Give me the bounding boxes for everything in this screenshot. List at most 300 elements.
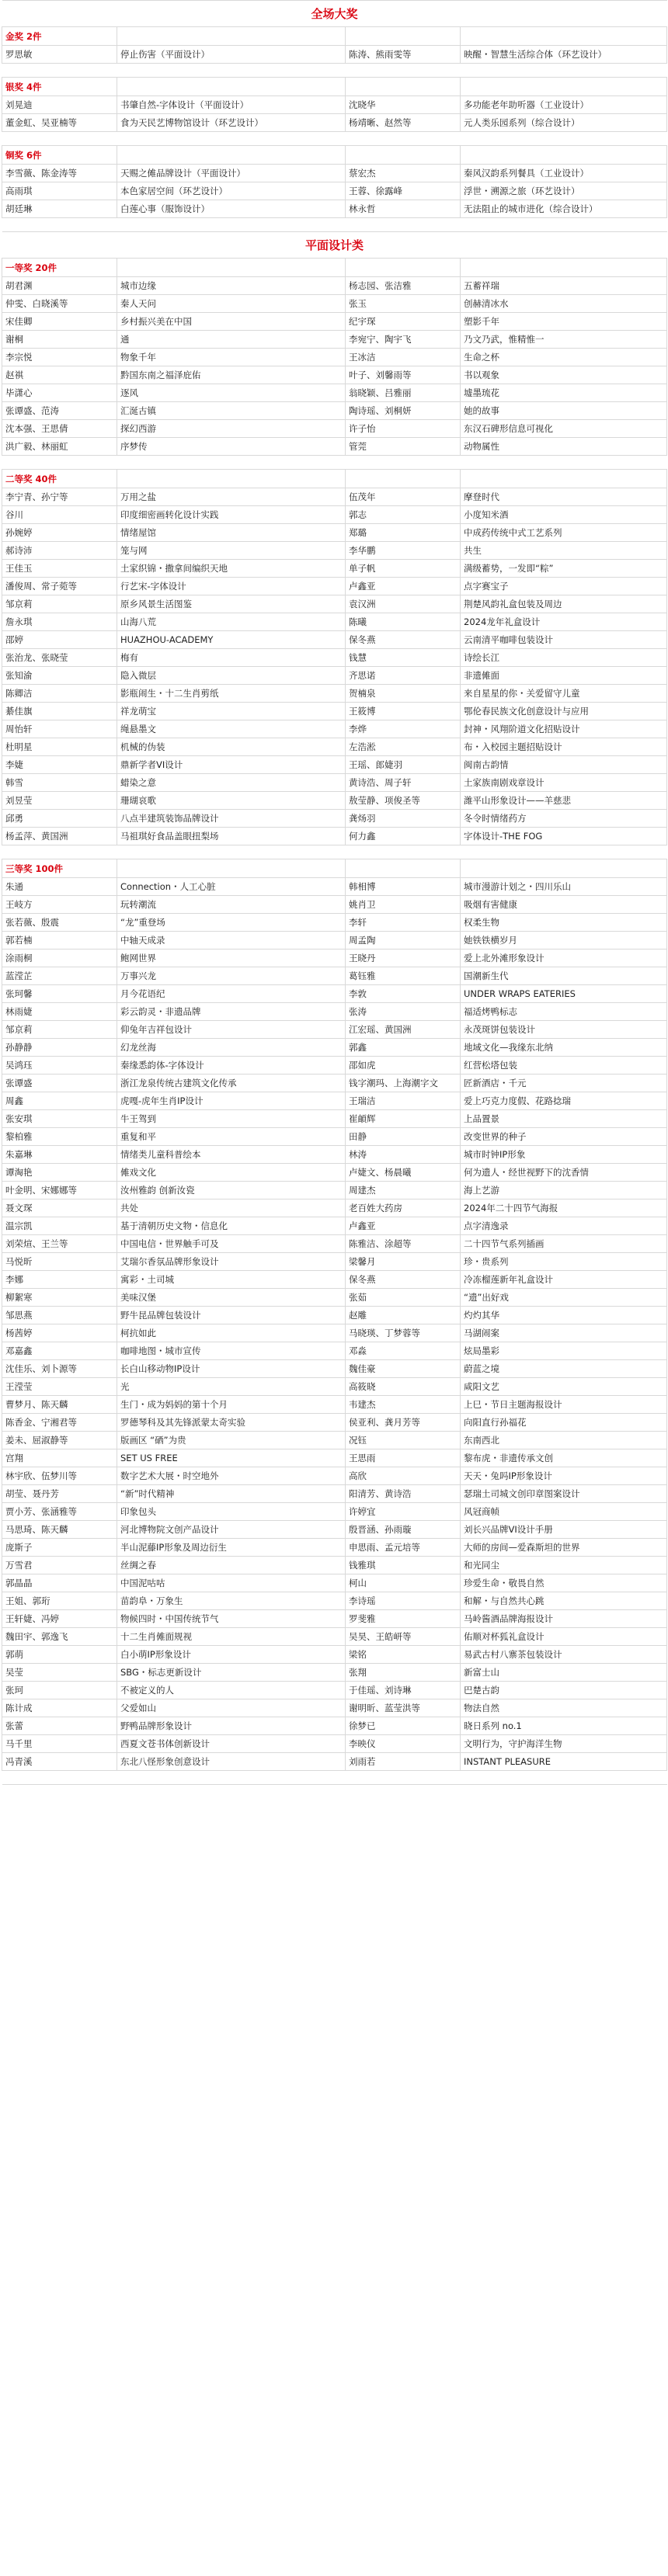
work-title: 中轴天成录	[117, 932, 346, 950]
winner-name: 徐梦已	[346, 1717, 461, 1735]
work-title: SET US FREE	[117, 1449, 346, 1467]
table-row	[2, 165, 667, 182]
work-title: 墟墨琉花	[461, 384, 667, 402]
work-title: 万事兴龙	[117, 967, 346, 985]
work-title: 珍・贵系列	[461, 1253, 667, 1271]
winner-name: 郭鑫	[346, 1039, 461, 1057]
table-row	[2, 613, 667, 631]
work-title: 中成药传统中式工艺系列	[461, 524, 667, 542]
winner-name: 罗斐雅	[346, 1610, 461, 1628]
work-title: 停止伤害（平面设计）	[117, 46, 346, 64]
winner-name: 林永哲	[346, 200, 461, 218]
section-title: 平面设计类	[2, 232, 667, 259]
winner-name: 老百姓大药房	[346, 1199, 461, 1217]
empty-cell	[346, 146, 461, 165]
work-title: 万用之盐	[117, 488, 346, 506]
winner-name: 姚肖卫	[346, 896, 461, 914]
table-row	[2, 1699, 667, 1717]
winner-name: 郭若楠	[2, 932, 117, 950]
table-row	[2, 488, 667, 506]
work-title: 东南西北	[461, 1432, 667, 1449]
work-title: 国潮新生代	[461, 967, 667, 985]
work-title: 爱上北外滩形象设计	[461, 950, 667, 967]
work-title: 晓日系列 no.1	[461, 1717, 667, 1735]
winner-name: 郭萌	[2, 1646, 117, 1664]
table-row	[2, 524, 667, 542]
winner-name: 吴莹	[2, 1664, 117, 1682]
work-title: 来自星星的你・关爱留守儿童	[461, 685, 667, 703]
work-title: 爱上巧克力度假、花路捻瑞	[461, 1092, 667, 1110]
work-title: 多功能老年助听器（工业设计）	[461, 96, 667, 114]
work-title: 城市漫游计划之・四川乐山	[461, 878, 667, 896]
winner-name: 周孟陶	[346, 932, 461, 950]
work-title: 光	[117, 1378, 346, 1396]
table-row	[2, 1646, 667, 1664]
table-row	[2, 1717, 667, 1735]
award-level-label: 二等奖 40件	[2, 470, 117, 488]
work-title: “新”时代精神	[117, 1485, 346, 1503]
winner-name: 詹永琪	[2, 613, 117, 631]
table-row	[2, 1092, 667, 1110]
table-row	[2, 438, 667, 456]
work-title: 马祖琪好食品盖眼扭梨场	[117, 828, 346, 845]
work-title: 马湖闹案	[461, 1324, 667, 1342]
work-title: 机械的伪装	[117, 738, 346, 756]
winner-name: 张若薇、殷震	[2, 914, 117, 932]
spacer-cell	[2, 456, 667, 470]
work-title: 共处	[117, 1199, 346, 1217]
table-row	[2, 1039, 667, 1057]
table-row	[2, 1753, 667, 1771]
table-row	[2, 667, 667, 685]
table-row	[2, 1003, 667, 1021]
winner-name: 罗思敏	[2, 46, 117, 64]
spacer-cell	[2, 64, 667, 78]
winner-name: 郭志	[346, 506, 461, 524]
table-row	[2, 1324, 667, 1342]
work-title: 逐风	[117, 384, 346, 402]
spacer-row	[2, 1771, 667, 1785]
table-row	[2, 506, 667, 524]
table-row	[2, 1485, 667, 1503]
table-row	[2, 896, 667, 914]
work-title: INSTANT PLEASURE	[461, 1753, 667, 1771]
winner-name: 贾小芳、张涵雅等	[2, 1503, 117, 1521]
winner-name: 韩雪	[2, 774, 117, 792]
winner-name: 左浩淞	[346, 738, 461, 756]
empty-cell	[117, 146, 346, 165]
winner-name: 马千里	[2, 1735, 117, 1753]
empty-cell	[117, 859, 346, 878]
work-title: 灼灼其华	[461, 1307, 667, 1324]
table-row	[2, 384, 667, 402]
work-title: 映醒・智慧生活综合体（环艺设计）	[461, 46, 667, 64]
work-title: 马岭酱酒品牌海报设计	[461, 1610, 667, 1628]
table-row	[2, 720, 667, 738]
work-title: 物候四时・中国传统节气	[117, 1610, 346, 1628]
spacer-cell	[2, 1771, 667, 1785]
work-title: 巴楚古韵	[461, 1682, 667, 1699]
winner-name: 王晓丹	[346, 950, 461, 967]
work-title: “龙”重登场	[117, 914, 346, 932]
winner-name: 陶诗瑶、刘桐妍	[346, 402, 461, 420]
work-title: 鄂伦春民族文化创意设计与应用	[461, 703, 667, 720]
winner-name: 邹思燕	[2, 1307, 117, 1324]
winner-name: 赵祺	[2, 366, 117, 384]
table-row	[2, 1110, 667, 1128]
work-title: 情绪类儿童科普绘本	[117, 1146, 346, 1164]
winner-name: 高筱晓	[346, 1378, 461, 1396]
work-title: 珍爱生命・敬畏自然	[461, 1574, 667, 1592]
winner-name: 张翔	[346, 1664, 461, 1682]
table-row	[2, 1503, 667, 1521]
award-level-label: 三等奖 100件	[2, 859, 117, 878]
award-level-row	[2, 859, 667, 878]
table-row	[2, 1360, 667, 1378]
spacer-cell	[2, 845, 667, 859]
work-title: 乃文乃武，惟精惟一	[461, 331, 667, 349]
winner-name: 敖莹静、项俊圣等	[346, 792, 461, 810]
table-row	[2, 1217, 667, 1235]
work-title: 中国电信・世界触手可及	[117, 1235, 346, 1253]
winner-name: 涂雨桐	[2, 950, 117, 967]
table-row	[2, 1432, 667, 1449]
work-title: 中国泥咕咕	[117, 1574, 346, 1592]
work-title: 秦缘悉韵体-字体设计	[117, 1057, 346, 1074]
work-title: 河北博物院文创产品设计	[117, 1521, 346, 1539]
winner-name: 韩相博	[346, 878, 461, 896]
winner-name: 郑璐	[346, 524, 461, 542]
table-row	[2, 792, 667, 810]
winner-name: 蓝滢芷	[2, 967, 117, 985]
work-title: 物法自然	[461, 1699, 667, 1717]
empty-cell	[117, 78, 346, 96]
work-title: 荆楚风韵礼盒包装及周边	[461, 595, 667, 613]
winner-name: 王冰洁	[346, 349, 461, 366]
table-row	[2, 542, 667, 560]
section-title: 全场大奖	[2, 1, 667, 27]
table-row	[2, 1146, 667, 1164]
work-title: 2024龙年礼盒设计	[461, 613, 667, 631]
work-title: 风冠商帧	[461, 1503, 667, 1521]
table-row	[2, 1449, 667, 1467]
winner-name: 王瑶、郎婕羽	[346, 756, 461, 774]
winner-name: 胡莹、聂丹芳	[2, 1485, 117, 1503]
winner-name: 梁铭	[346, 1646, 461, 1664]
work-title: 黔国东南之福泽庇佑	[117, 366, 346, 384]
spacer-row	[2, 64, 667, 78]
winner-name: 齐思诺	[346, 667, 461, 685]
work-title: 绳悬墨文	[117, 720, 346, 738]
winner-name: 张玉	[346, 295, 461, 313]
work-title: 易武古村八寨茶包装设计	[461, 1646, 667, 1664]
table-row	[2, 182, 667, 200]
work-title: 何为遗人・经世视野下的沈香情	[461, 1164, 667, 1182]
work-title: 美味汉堡	[117, 1289, 346, 1307]
work-title: 汝州雅韵 创新汝瓷	[117, 1182, 346, 1199]
work-title: 野鸭品牌形象设计	[117, 1717, 346, 1735]
table-row	[2, 1307, 667, 1324]
table-row	[2, 738, 667, 756]
winner-name: 吴鸿珏	[2, 1057, 117, 1074]
work-title: 汇涎古镇	[117, 402, 346, 420]
work-title: 共生	[461, 542, 667, 560]
table-row	[2, 1557, 667, 1574]
winner-name: 叶金明、宋娜娜等	[2, 1182, 117, 1199]
winner-name: 卢鑫亚	[346, 1217, 461, 1235]
work-title: 元人类乐园系列（综合设计）	[461, 114, 667, 132]
table-row	[2, 878, 667, 896]
work-title: 匠新酒店・千元	[461, 1074, 667, 1092]
winner-name: 李烨	[346, 720, 461, 738]
work-title: 潍平山形象设计——羊慈悲	[461, 792, 667, 810]
winner-name: 孙婉婷	[2, 524, 117, 542]
winner-name: 胡廷琳	[2, 200, 117, 218]
winner-name: 邓嘉鑫	[2, 1342, 117, 1360]
winner-name: 崔頔辉	[346, 1110, 461, 1128]
work-title: 上品置景	[461, 1110, 667, 1128]
work-title: 印象包头	[117, 1503, 346, 1521]
spacer-row	[2, 132, 667, 146]
winner-name: 陈卿洁	[2, 685, 117, 703]
spacer-cell	[2, 132, 667, 146]
table-row	[2, 1521, 667, 1539]
work-title: 探幻西游	[117, 420, 346, 438]
table-row	[2, 1414, 667, 1432]
winner-name: 柳絮寒	[2, 1289, 117, 1307]
table-row	[2, 1164, 667, 1182]
winner-name: 钱字潮玛、上海潮字文	[346, 1074, 461, 1092]
winner-name: 李宛宁、陶宇飞	[346, 331, 461, 349]
table-row	[2, 631, 667, 649]
winner-name: 宫翔	[2, 1449, 117, 1467]
work-title: 天赐之傩品牌设计（平面设计）	[117, 165, 346, 182]
winner-name: 洪广毅、林丽虹	[2, 438, 117, 456]
winner-name: 李宗悦	[2, 349, 117, 366]
table-row	[2, 756, 667, 774]
table-row	[2, 649, 667, 667]
work-title: 东北八怪形象创意设计	[117, 1753, 346, 1771]
table-row	[2, 1628, 667, 1646]
winner-name: 许婷宜	[346, 1503, 461, 1521]
work-title: 冷冻榴莲新年礼盒设计	[461, 1271, 667, 1289]
work-title: 生命之杯	[461, 349, 667, 366]
table-row	[2, 402, 667, 420]
work-title: 笼与网	[117, 542, 346, 560]
winner-name: 李华鹏	[346, 542, 461, 560]
winner-name: 邹京莉	[2, 595, 117, 613]
winner-name: 王蓉、徐露峰	[346, 182, 461, 200]
table-row	[2, 932, 667, 950]
winner-name: 邵婷	[2, 631, 117, 649]
work-title: 云南清平咖啡包装设计	[461, 631, 667, 649]
work-title: 2024年二十四节气海报	[461, 1199, 667, 1217]
work-title: 白莲心事（服饰设计）	[117, 200, 346, 218]
table-row	[2, 1467, 667, 1485]
winner-name: 杨靖晰、赵然等	[346, 114, 461, 132]
work-title: 印度细密画转化设计实践	[117, 506, 346, 524]
winner-name: 李敦	[346, 985, 461, 1003]
work-title: 彩云韵灵・非遗品牌	[117, 1003, 346, 1021]
work-title: 天天・兔吗IP形象设计	[461, 1467, 667, 1485]
winner-name: 高雨琪	[2, 182, 117, 200]
work-title: 浮世・溯源之旅（环艺设计）	[461, 182, 667, 200]
table-row	[2, 46, 667, 64]
work-title: 白小萌IP形象设计	[117, 1646, 346, 1664]
winner-name: 钱雅琪	[346, 1557, 461, 1574]
award-table	[2, 0, 667, 1785]
winner-name: 陈涛、熊雨雯等	[346, 46, 461, 64]
table-row	[2, 1271, 667, 1289]
table-row	[2, 914, 667, 932]
work-title: 大师的房间—爱森斯坦的世界	[461, 1539, 667, 1557]
work-title: 秦人天问	[117, 295, 346, 313]
winner-name: 魏佳豪	[346, 1360, 461, 1378]
award-level-label: 金奖 2件	[2, 27, 117, 46]
work-title: 野牛昆品牌包装设计	[117, 1307, 346, 1324]
table-row	[2, 1235, 667, 1253]
work-title: 和解・与自然共心跳	[461, 1592, 667, 1610]
work-title: 书肇自然-字体设计（平面设计）	[117, 96, 346, 114]
work-title: 西夏文苍书体创新设计	[117, 1735, 346, 1753]
work-title: 珊瑚哀歌	[117, 792, 346, 810]
work-title: 咖啡地图・城市宣传	[117, 1342, 346, 1360]
winner-name: 仲雯、白晓溪等	[2, 295, 117, 313]
table-row	[2, 295, 667, 313]
work-title: 满级蓄势，一发即“粽”	[461, 560, 667, 578]
work-title: Connection・人工心脏	[117, 878, 346, 896]
winner-name: 邵如虎	[346, 1057, 461, 1074]
winner-name: 龚炀羽	[346, 810, 461, 828]
winner-name: 申思雨、孟元培等	[346, 1539, 461, 1557]
work-title: 重复和平	[117, 1128, 346, 1146]
work-title: 月今花语纪	[117, 985, 346, 1003]
table-row	[2, 967, 667, 985]
winner-name: 魏田宇、郭逸飞	[2, 1628, 117, 1646]
empty-cell	[346, 78, 461, 96]
spacer-row	[2, 845, 667, 859]
spacer-row	[2, 218, 667, 232]
winner-name: 张珂	[2, 1682, 117, 1699]
spacer-cell	[2, 218, 667, 232]
winner-name: 叶子、刘馨雨等	[346, 366, 461, 384]
spacer-row	[2, 456, 667, 470]
winner-name: 纪宇琛	[346, 313, 461, 331]
table-row	[2, 1289, 667, 1307]
winner-name: 姜未、屈淑静等	[2, 1432, 117, 1449]
work-title: 和光同尘	[461, 1557, 667, 1574]
winner-name: 杨茜婷	[2, 1324, 117, 1342]
winner-name: 谢桐	[2, 331, 117, 349]
winner-name: 沈晓华	[346, 96, 461, 114]
work-title: 无法阻止的城市进化（综合设计）	[461, 200, 667, 218]
work-title: 物象千年	[117, 349, 346, 366]
winner-name: 马晓瑛、丁梦蓉等	[346, 1324, 461, 1342]
work-title: 冬令时情绪药方	[461, 810, 667, 828]
winner-name: 王姐、郭珩	[2, 1592, 117, 1610]
work-title: 新富士山	[461, 1664, 667, 1682]
award-level-label: 铜奖 6件	[2, 146, 117, 165]
work-title: 红营松塔包装	[461, 1057, 667, 1074]
winner-name: 王轩婕、冯婷	[2, 1610, 117, 1628]
award-level-label: 一等奖 20件	[2, 259, 117, 277]
work-title: 苗韵阜・万象生	[117, 1592, 346, 1610]
winner-name: 谭淘艳	[2, 1164, 117, 1182]
winner-name: 李映仪	[346, 1735, 461, 1753]
table-row	[2, 1342, 667, 1360]
table-row	[2, 560, 667, 578]
work-title: 塑影千年	[461, 313, 667, 331]
work-title: 傩戏文化	[117, 1164, 346, 1182]
work-title: 祥龙萌宝	[117, 703, 346, 720]
work-title: 佑顺对杯狐礼盒设计	[461, 1628, 667, 1646]
work-title: 牛王驾到	[117, 1110, 346, 1128]
winner-name: 高欣	[346, 1467, 461, 1485]
section-title-row	[2, 232, 667, 259]
work-title: 东汉石碑形信息可视化	[461, 420, 667, 438]
winner-name: 王岐方	[2, 896, 117, 914]
table-row	[2, 349, 667, 366]
table-row	[2, 1682, 667, 1699]
work-title: 诗绘长江	[461, 649, 667, 667]
winner-name: 张治龙、张晓莹	[2, 649, 117, 667]
work-title: 向阳直行孙福花	[461, 1414, 667, 1432]
winner-name: 林宇欣、伍梦川等	[2, 1467, 117, 1485]
winner-name: 袁汉洲	[346, 595, 461, 613]
winner-name: 朱通	[2, 878, 117, 896]
winner-name: 李轩	[346, 914, 461, 932]
empty-cell	[346, 27, 461, 46]
work-title: HUAZHOU-ACADEMY	[117, 631, 346, 649]
empty-cell	[461, 859, 667, 878]
work-title: 不被定义的人	[117, 1682, 346, 1699]
winner-name: 吴昊、王皓岍等	[346, 1628, 461, 1646]
winner-name: 黄诗浩、周子轩	[346, 774, 461, 792]
award-level-row	[2, 78, 667, 96]
work-title: 蔚蓝之境	[461, 1360, 667, 1378]
winner-name: 庞斯子	[2, 1539, 117, 1557]
winner-name: 周怡轩	[2, 720, 117, 738]
work-title: 仰兔年吉祥包设计	[117, 1021, 346, 1039]
work-title: 黎布虎・非遗传承文创	[461, 1449, 667, 1467]
award-level-row	[2, 470, 667, 488]
work-title: 乡村振兴美在中国	[117, 313, 346, 331]
winner-name: 陈曦	[346, 613, 461, 631]
award-level-label: 银奖 4件	[2, 78, 117, 96]
winner-name: 王筱博	[346, 703, 461, 720]
work-title: 山海八荒	[117, 613, 346, 631]
empty-cell	[461, 27, 667, 46]
table-row	[2, 1396, 667, 1414]
work-title: 上巳・节日主题海报设计	[461, 1396, 667, 1414]
work-title: 行艺宋-字体设计	[117, 578, 346, 595]
work-title: 艾瑞尔香氛品牌形象设计	[117, 1253, 346, 1271]
empty-cell	[461, 470, 667, 488]
work-title: 鼎新学者VI设计	[117, 756, 346, 774]
winner-name: 聂文琛	[2, 1199, 117, 1217]
work-title: 长白山移动物IP设计	[117, 1360, 346, 1378]
winner-name: 冯青溪	[2, 1753, 117, 1771]
work-title: 地域文化—我缘东北纳	[461, 1039, 667, 1057]
work-title: 二十四节气系列插画	[461, 1235, 667, 1253]
winner-name: 保冬燕	[346, 1271, 461, 1289]
winner-name: 林雨婕	[2, 1003, 117, 1021]
work-title: SBG・标志更新设计	[117, 1664, 346, 1682]
work-title: 土家织锦・撒拿间编织天地	[117, 560, 346, 578]
winner-name: 李雪薇、陈金涛等	[2, 165, 117, 182]
table-row	[2, 985, 667, 1003]
winner-name: 马思琦、陈天麟	[2, 1521, 117, 1539]
